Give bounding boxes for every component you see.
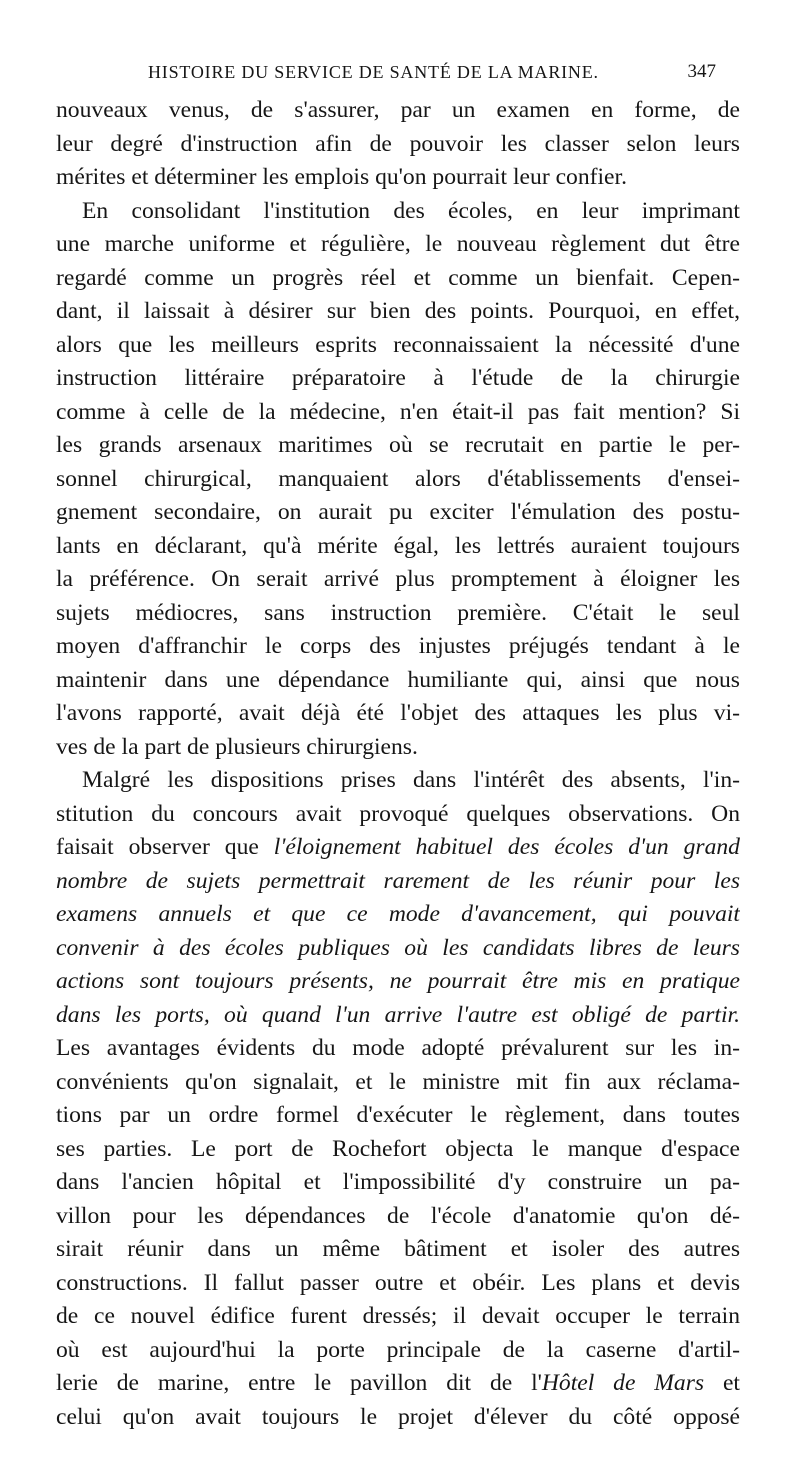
running-head	[148, 58, 716, 86]
text-line: Malgré les dispositions prises dans l'intérêt des absents, l'in-	[82, 767, 740, 793]
text-line: examens annuels et que ce mode d'avancement, qui pouvait	[56, 901, 740, 927]
text-line: dant, il laissait à désirer sur bien des points. Pourquoi, en effet,	[56, 298, 740, 324]
text-line: la préférence. On serait arrivé plus promptement à éloigner les	[56, 566, 740, 592]
text-line	[56, 831, 740, 865]
text-line: alors que les meilleurs esprits reconnaissaient la nécessité d'une	[56, 331, 740, 358]
text-line: En consolidant l'institution des écoles, en leur imprimant	[82, 197, 740, 224]
text-line: ves de la part de plusieurs chirurgiens.	[56, 733, 418, 760]
text-roman: lerie de marine, entre le pavillon dit de l'	[56, 1370, 542, 1396]
text-line: sujets médiocres, sans instruction première. C'était le seul	[56, 599, 740, 626]
text-line: mérites et déterminer les emplois qu'on pourrait leur confier.	[56, 164, 627, 190]
text-line: lants en déclarant, qu'à mérite égal, les lettrés auraient toujours	[56, 532, 740, 559]
text-line: convénients qu'on signalait, et le ministre mit fin aux réclama-	[56, 1068, 740, 1095]
text-line: leur degré d'instruction afin de pouvoir les classer selon leurs	[56, 130, 740, 157]
text-line: dans les ports, où quand l'un arrive l'autre est obligé de partir.	[56, 1001, 740, 1028]
text-line: moyen d'affranchir le corps des injustes préjugés tendant à le	[56, 633, 740, 659]
text-line: convenir à des écoles publiques où les candidats libres de leurs	[56, 934, 740, 961]
text-line: de ce nouvel édifice furent dressés; il devait occuper le terrain	[56, 1303, 740, 1329]
text-line: gnement secondaire, on aurait pu exciter l'émulation des postu-	[56, 499, 740, 525]
text-line: une marche uniforme et régulière, le nouveau règlement dut être	[56, 231, 740, 257]
text-roman: et	[704, 1370, 740, 1396]
running-title: HISTOIRE DU SERVICE DE SANTÉ DE LA MARINE.	[148, 62, 599, 82]
text-line: dans l'ancien hôpital et l'impossibilité d'y construire un pa-	[56, 1169, 740, 1195]
text-line: instruction littéraire préparatoire à l'étude de la chirurgie	[56, 365, 740, 391]
text-line: villon pour les dépendances de l'école d'anatomie qu'on dé-	[56, 1202, 740, 1229]
text-line: Les avantages évidents du mode adopté prévalurent sur les in-	[56, 1035, 740, 1061]
text-line: les grands arsenaux maritimes où se recrutait en partie le per-	[56, 432, 740, 458]
text-line: l'avons rapporté, avait déjà été l'objet des attaques les plus vi-	[56, 700, 740, 726]
text-italic: l'éloignement habituel des écoles d'un grand	[273, 834, 740, 860]
text-line: stitution du concours avait provoqué quelques observations. On	[56, 800, 740, 827]
text-line: sirait réunir dans un même bâtiment et isoler des autres	[56, 1236, 740, 1262]
text-line: sonnel chirurgical, manquaient alors d'établissements d'ensei-	[56, 465, 740, 492]
text-line: celui qu'on avait toujours le projet d'élever du côté opposé	[56, 1403, 740, 1430]
text-line: nouveaux venus, de s'assurer, par un examen en forme, de	[56, 97, 740, 123]
text-italic: Hôtel de Mars	[541, 1370, 705, 1396]
text-line: tions par un ordre formel d'exécuter le règlement, dans toutes	[56, 1102, 740, 1128]
text-line: regardé comme un progrès réel et comme un bienfait. Cepen-	[56, 264, 740, 291]
text-line: maintenir dans une dépendance humiliante qui, ainsi que nous	[56, 666, 740, 693]
text-line: ses parties. Le port de Rochefort objecta le manque d'espace	[56, 1135, 740, 1162]
text-line: comme à celle de la médecine, n'en était-il pas fait mention? Si	[56, 398, 740, 425]
text-line	[56, 1367, 740, 1401]
text-line: actions sont toujours présents, ne pourrait être mis en pratique	[56, 968, 740, 994]
body-text	[56, 94, 740, 1434]
text-line: constructions. Il fallut passer outre et obéir. Les plans et devis	[56, 1269, 740, 1296]
text-roman: faisait observer que	[56, 834, 259, 860]
text-line: où est aujourd'hui la porte principale de la caserne d'artil-	[56, 1336, 740, 1363]
text-line: nombre de sujets permettrait rarement de les réunir pour les	[56, 867, 740, 894]
page-number: 347	[687, 61, 716, 82]
